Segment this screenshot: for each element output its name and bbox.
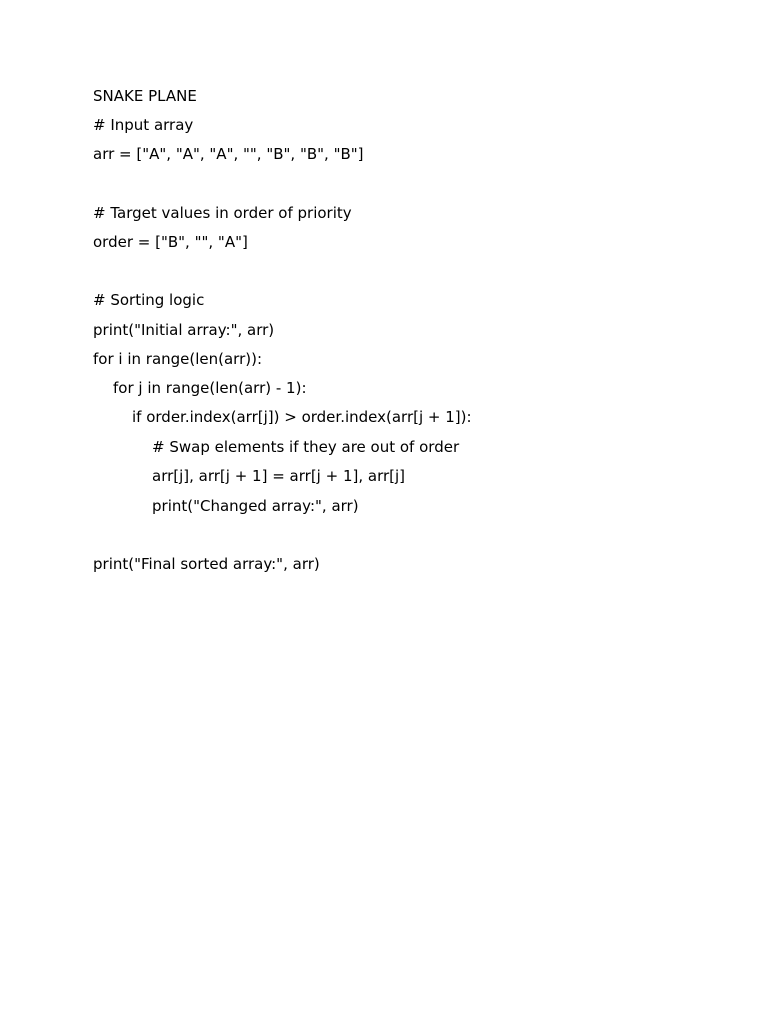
document-title: SNAKE PLANE <box>93 87 197 105</box>
code-line-swap: arr[j], arr[j + 1] = arr[j + 1], arr[j] <box>152 467 406 485</box>
code-line-order-assignment: order = ["B", "", "A"] <box>93 233 248 251</box>
code-comment-swap: # Swap elements if they are out of order <box>152 438 460 456</box>
code-line-inner-loop: for j in range(len(arr) - 1): <box>113 379 307 397</box>
code-line-if-condition: if order.index(arr[j]) > order.index(arr[j + 1]): <box>132 408 472 426</box>
code-line-outer-loop: for i in range(len(arr)): <box>93 350 263 368</box>
code-line-print-initial: print("Initial array:", arr) <box>93 321 275 339</box>
code-comment-sorting-logic: # Sorting logic <box>93 291 205 309</box>
code-line-print-changed: print("Changed array:", arr) <box>152 497 359 515</box>
code-line-arr-assignment: arr = ["A", "A", "A", "", "B", "B", "B"] <box>93 145 364 163</box>
code-comment-target-values: # Target values in order of priority <box>93 204 352 222</box>
code-comment-input-array: # Input array <box>93 116 194 134</box>
code-line-print-final: print("Final sorted array:", arr) <box>93 555 320 573</box>
